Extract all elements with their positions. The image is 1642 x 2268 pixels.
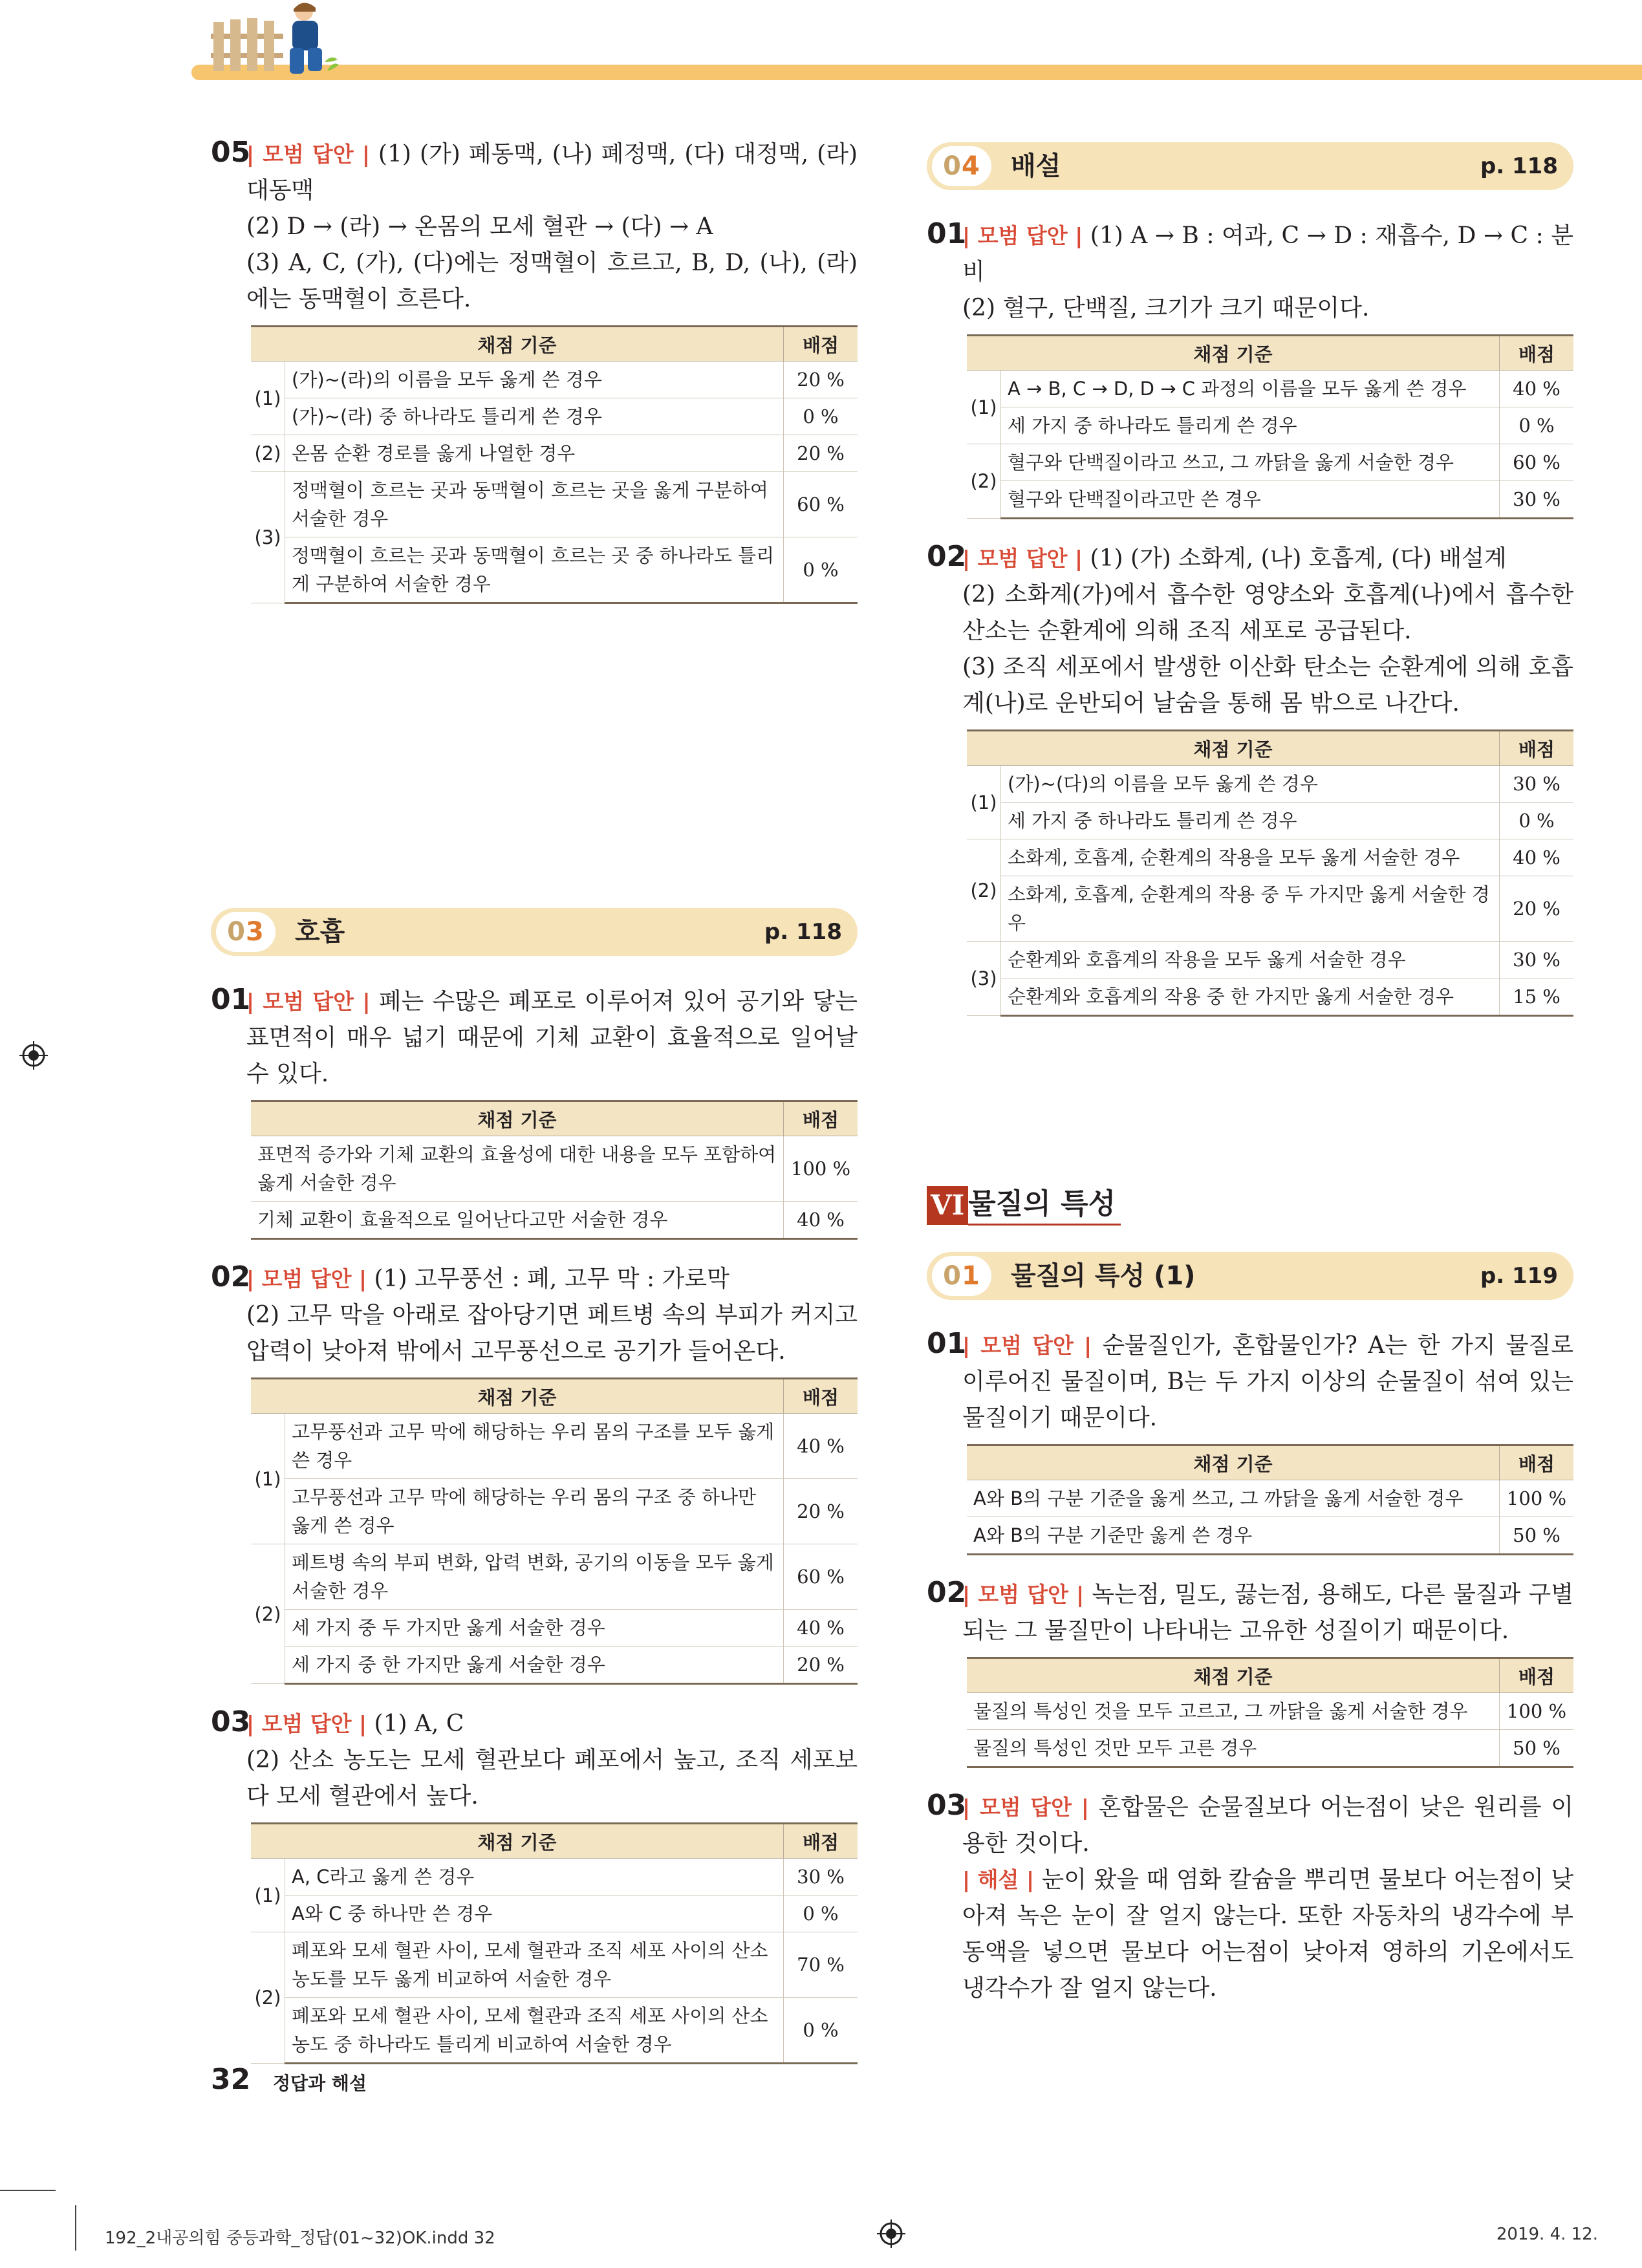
section-header-matter: [927, 1252, 1573, 1300]
criterion: 페트병 속의 부피 변화, 압력 변화, 공기의 이동을 모두 옳게 서술한 경우: [285, 1544, 784, 1610]
question-number: 02: [927, 1576, 967, 1609]
question-01: [927, 216, 1573, 519]
explanation-text: 눈이 왔을 때 염화 칼슘을 뿌리면 물보다 어는점이 낮아져 녹은 눈이 잘 얼지 않는다. 또한 자동차의 냉각수에 부동액을 넣으면 물보다 어는점이 낮아져 영하의 기온에서도 냉각수가 잘 얼지 않는다.: [962, 1866, 1573, 2002]
answer-text: (2) 산소 농도는 모세 혈관보다 폐포에서 높고, 조직 세포보다 모세 혈관에서 높다.: [246, 1747, 858, 1809]
points: 60 %: [1500, 444, 1574, 481]
points: 0 %: [784, 537, 858, 603]
question-number: 01: [927, 1327, 967, 1360]
question-number: 03: [927, 1789, 967, 1822]
table-header: 배점: [784, 1379, 858, 1414]
table-header: 채점 기준: [251, 327, 784, 362]
criterion: 온몸 순환 경로를 옳게 나열한 경우: [285, 435, 784, 472]
model-answer-tag: | 모범 답안 |: [246, 989, 371, 1014]
criterion: 표면적 증가와 기체 교환의 효율성에 대한 내용을 모두 포함하여 옳게 서술한 경우: [251, 1136, 784, 1202]
answer-text: (2) 고무 막을 아래로 잡아당기면 페트병 속의 부피가 커지고 압력이 낮아져 밖에서 고무풍선으로 공기가 들어온다.: [246, 1302, 858, 1365]
table-header: 배점: [784, 1824, 858, 1859]
table-header: 채점 기준: [967, 731, 1500, 766]
table-header: 채점 기준: [251, 1101, 784, 1136]
answer-text: (1) (가) 폐동맥, (나) 폐정맥, (다) 대정맥, (라) 대동맥: [246, 141, 858, 204]
section-header-excretion: [927, 142, 1573, 190]
criterion: 고무풍선과 고무 막에 해당하는 우리 몸의 구조를 모두 옳게 쓴 경우: [285, 1414, 784, 1479]
table-header: 채점 기준: [967, 336, 1500, 371]
points: 0 %: [784, 398, 858, 435]
points: 70 %: [784, 1932, 858, 1998]
criterion: 세 가지 중 하나라도 틀리게 쓴 경우: [1001, 407, 1500, 444]
question-number: 03: [211, 1705, 251, 1738]
table-header: 채점 기준: [251, 1824, 784, 1859]
scoring-table: [967, 729, 1573, 1017]
matter-question-01: [927, 1326, 1573, 1555]
section-page-ref: p. 119: [1480, 1263, 1558, 1289]
answer-text: (1) 고무풍선 : 폐, 고무 막 : 가로막: [367, 1266, 729, 1292]
part-label: (2): [251, 435, 285, 472]
scoring-table: [251, 1822, 858, 2064]
points: 60 %: [784, 1544, 858, 1610]
answer-text: (2) 소화계(가)에서 흡수한 영양소와 호흡계(나)에서 흡수한 산소는 순환계에 의해 조직 세포로 공급된다.: [962, 581, 1573, 644]
section-page-ref: p. 118: [764, 919, 842, 945]
points: 30 %: [784, 1859, 858, 1895]
part-label: (3): [251, 472, 285, 603]
table-header: 배점: [784, 1101, 858, 1136]
points: 20 %: [784, 362, 858, 398]
points: 40 %: [1500, 839, 1574, 876]
criterion: 소화계, 호흡계, 순환계의 작용 중 두 가지만 옳게 서술한 경우: [1001, 876, 1500, 942]
unit-title: 물질의 특성: [968, 1185, 1121, 1226]
scoring-table: [251, 325, 858, 604]
answer-text: 순물질인가, 혼합물인가? A는 한 가지 물질로 이루어진 물질이며, B는 두 가지 이상의 순물질이 섞여 있는 물질이기 때문이다.: [962, 1332, 1573, 1431]
points: 100 %: [1500, 1693, 1574, 1730]
points: 0 %: [1500, 803, 1574, 839]
answer-text: (1) (가) 소화계, (나) 호흡계, (다) 배설계: [1083, 545, 1507, 572]
question-number: 02: [211, 1260, 251, 1293]
explanation-tag: | 해설 |: [962, 1867, 1034, 1892]
section-number-badge: 03: [216, 912, 275, 952]
section-page-ref: p. 118: [1480, 153, 1558, 179]
table-header: 배점: [1500, 336, 1574, 371]
table-header: 배점: [1500, 731, 1574, 766]
section-title: 호흡: [295, 917, 345, 947]
criterion: A와 C 중 하나만 쓴 경우: [285, 1895, 784, 1932]
question-number: 01: [927, 217, 967, 250]
part-label: (1): [967, 371, 1001, 444]
print-file-name: 192_2내공의힘 중등과학_정답(01~32)OK.indd 32: [105, 2229, 495, 2248]
matter-question-03: [927, 1787, 1573, 2007]
gardener-illustration: [270, 0, 341, 76]
points: 50 %: [1500, 1730, 1574, 1767]
criterion: A와 B의 구분 기준만 옳게 쓴 경우: [967, 1517, 1500, 1555]
points: 40 %: [1500, 371, 1574, 407]
criterion: 고무풍선과 고무 막에 해당하는 우리 몸의 구조 중 하나만 옳게 쓴 경우: [285, 1479, 784, 1544]
answer-text: (3) A, C, (가), (다)에는 정맥혈이 흐르고, B, D, (나), (라)에는 동맥혈이 흐른다.: [246, 250, 858, 312]
unit-number-badge: VI: [927, 1186, 968, 1225]
question-number: 05: [211, 136, 251, 169]
criterion: 세 가지 중 하나라도 틀리게 쓴 경우: [1001, 803, 1500, 839]
footer-label: 정답과 해설: [273, 2073, 367, 2094]
print-date: 2019. 4. 12.: [1496, 2225, 1598, 2244]
model-answer-tag: | 모범 답안 |: [246, 1266, 367, 1291]
scoring-table: [251, 1377, 858, 1685]
criterion: 정맥혈이 흐르는 곳과 동맥혈이 흐르는 곳을 옳게 구분하여 서술한 경우: [285, 472, 784, 537]
model-answer-tag: | 모범 답안 |: [246, 1711, 367, 1736]
model-answer-tag: | 모범 답안 |: [246, 142, 370, 167]
points: 40 %: [784, 1202, 858, 1239]
points: 30 %: [1500, 942, 1574, 978]
part-label: (3): [967, 942, 1001, 1016]
points: 100 %: [1500, 1480, 1574, 1517]
table-header: 배점: [1500, 1445, 1574, 1480]
criterion: A와 B의 구분 기준을 옳게 쓰고, 그 까닭을 옳게 서술한 경우: [967, 1480, 1500, 1517]
criterion: 기체 교환이 효율적으로 일어난다고만 서술한 경우: [251, 1202, 784, 1239]
criterion: 혈구와 단백질이라고 쓰고, 그 까닭을 옳게 서술한 경우: [1001, 444, 1500, 481]
points: 0 %: [784, 1895, 858, 1932]
answer-text: (1) A, C: [367, 1711, 464, 1737]
points: 15 %: [1500, 978, 1574, 1016]
question-05: [211, 135, 858, 604]
answer-text: (3) 조직 세포에서 발생한 이산화 탄소는 순환계에 의해 호흡계(나)로 운반되어 날숨을 통해 몸 밖으로 나간다.: [962, 654, 1573, 717]
points: 0 %: [1500, 407, 1574, 444]
part-label: (1): [251, 362, 285, 435]
criterion: 세 가지 중 두 가지만 옳게 서술한 경우: [285, 1610, 784, 1647]
points: 50 %: [1500, 1517, 1574, 1555]
table-header: 채점 기준: [251, 1379, 784, 1414]
points: 100 %: [784, 1136, 858, 1202]
right-column: [927, 142, 1573, 2026]
criterion: 물질의 특성인 것만 모두 고른 경우: [967, 1730, 1500, 1767]
points: 20 %: [784, 1647, 858, 1684]
table-header: 채점 기준: [967, 1658, 1500, 1693]
part-label: (2): [251, 1544, 285, 1684]
section-number-badge: 04: [932, 146, 991, 186]
answer-text: 폐는 수많은 폐포로 이루어져 있어 공기와 닿는 표면적이 매우 넓기 때문에 기체 교환이 효율적으로 일어날 수 있다.: [246, 988, 858, 1087]
answer-text: 혼합물은 순물질보다 어는점이 낮은 원리를 이용한 것이다.: [962, 1794, 1573, 1857]
part-label: (2): [967, 839, 1001, 942]
header-bar: [191, 65, 1642, 80]
left-column: [211, 135, 858, 2084]
scoring-table: [251, 1100, 858, 1240]
criterion: 순환계와 호흡계의 작용을 모두 옳게 서술한 경우: [1001, 942, 1500, 978]
criterion: 소화계, 호흡계, 순환계의 작용을 모두 옳게 서술한 경우: [1001, 839, 1500, 876]
question-01: [211, 982, 858, 1240]
model-answer-tag: | 모범 답안 |: [962, 1333, 1092, 1358]
table-header: 채점 기준: [967, 1445, 1500, 1480]
criterion: (가)~(다)의 이름을 모두 옳게 쓴 경우: [1001, 766, 1500, 803]
part-label: (1): [251, 1859, 285, 1932]
crop-mark: [0, 2190, 56, 2191]
table-header: 배점: [1500, 1658, 1574, 1693]
criterion: 세 가지 중 한 가지만 옳게 서술한 경우: [285, 1647, 784, 1684]
registration-mark-icon: [877, 2219, 905, 2248]
points: 60 %: [784, 472, 858, 537]
matter-question-02: [927, 1575, 1573, 1768]
criterion: 물질의 특성인 것을 모두 고르고, 그 까닭을 옳게 서술한 경우: [967, 1693, 1500, 1730]
criterion: (가)~(라) 중 하나라도 틀리게 쓴 경우: [285, 398, 784, 435]
part-label: (2): [967, 444, 1001, 519]
question-02: [927, 539, 1573, 1017]
registration-mark-icon: [19, 1041, 48, 1070]
question-number: 01: [211, 983, 251, 1016]
scoring-table: [967, 334, 1573, 519]
part-label: (1): [967, 766, 1001, 839]
criterion: 순환계와 호흡계의 작용 중 한 가지만 옳게 서술한 경우: [1001, 978, 1500, 1016]
model-answer-tag: | 모범 답안 |: [962, 1582, 1085, 1607]
part-label: (2): [251, 1932, 285, 2064]
points: 30 %: [1500, 481, 1574, 519]
answer-text: 녹는점, 밀도, 끓는점, 용해도, 다른 물질과 구별되는 그 물질만이 나타내는 고유한 성질이기 때문이다.: [962, 1581, 1573, 1644]
answer-text: (1) A → B : 여과, C → D : 재흡수, D → C : 분비: [962, 222, 1573, 285]
part-label: (1): [251, 1414, 285, 1544]
criterion: (가)~(라)의 이름을 모두 옳게 쓴 경우: [285, 362, 784, 398]
criterion: 폐포와 모세 혈관 사이, 모세 혈관과 조직 세포 사이의 산소 농도를 모두 옳게 비교하여 서술한 경우: [285, 1932, 784, 1998]
points: 40 %: [784, 1414, 858, 1479]
table-header: 배점: [784, 327, 858, 362]
model-answer-tag: | 모범 답안 |: [962, 546, 1083, 571]
section-header-respiration: [211, 908, 858, 956]
points: 20 %: [784, 435, 858, 472]
points: 0 %: [784, 1998, 858, 2064]
answer-text: (2) D → (라) → 온몸의 모세 혈관 → (다) → A: [246, 213, 713, 240]
points: 40 %: [784, 1610, 858, 1647]
scoring-table: [967, 1657, 1573, 1768]
section-title: 물질의 특성 (1): [1011, 1261, 1196, 1291]
model-answer-tag: | 모범 답안 |: [962, 223, 1083, 248]
criterion: A, C라고 옳게 쓴 경우: [285, 1859, 784, 1895]
points: 30 %: [1500, 766, 1574, 803]
section-title: 배설: [1011, 151, 1061, 181]
question-number: 02: [927, 540, 967, 573]
section-number-badge: 01: [932, 1256, 991, 1296]
crop-mark: [75, 2205, 76, 2251]
unit-heading: [927, 1185, 1573, 1226]
criterion: 폐포와 모세 혈관 사이, 모세 혈관과 조직 세포 사이의 산소 농도 중 하나라도 틀리게 비교하여 서술한 경우: [285, 1998, 784, 2064]
page-number: 32: [211, 2063, 251, 2096]
question-03: [211, 1704, 858, 2064]
scoring-table: [967, 1444, 1573, 1555]
criterion: 정맥혈이 흐르는 곳과 동맥혈이 흐르는 곳 중 하나라도 틀리게 구분하여 서술한 경우: [285, 537, 784, 603]
criterion: 혈구와 단백질이라고만 쓴 경우: [1001, 481, 1500, 519]
answer-text: (2) 혈구, 단백질, 크기가 크기 때문이다.: [962, 295, 1370, 321]
model-answer-tag: | 모범 답안 |: [962, 1795, 1089, 1820]
points: 20 %: [1500, 876, 1574, 942]
points: 20 %: [784, 1479, 858, 1544]
question-02: [211, 1259, 858, 1685]
criterion: A → B, C → D, D → C 과정의 이름을 모두 옳게 쓴 경우: [1001, 371, 1500, 407]
